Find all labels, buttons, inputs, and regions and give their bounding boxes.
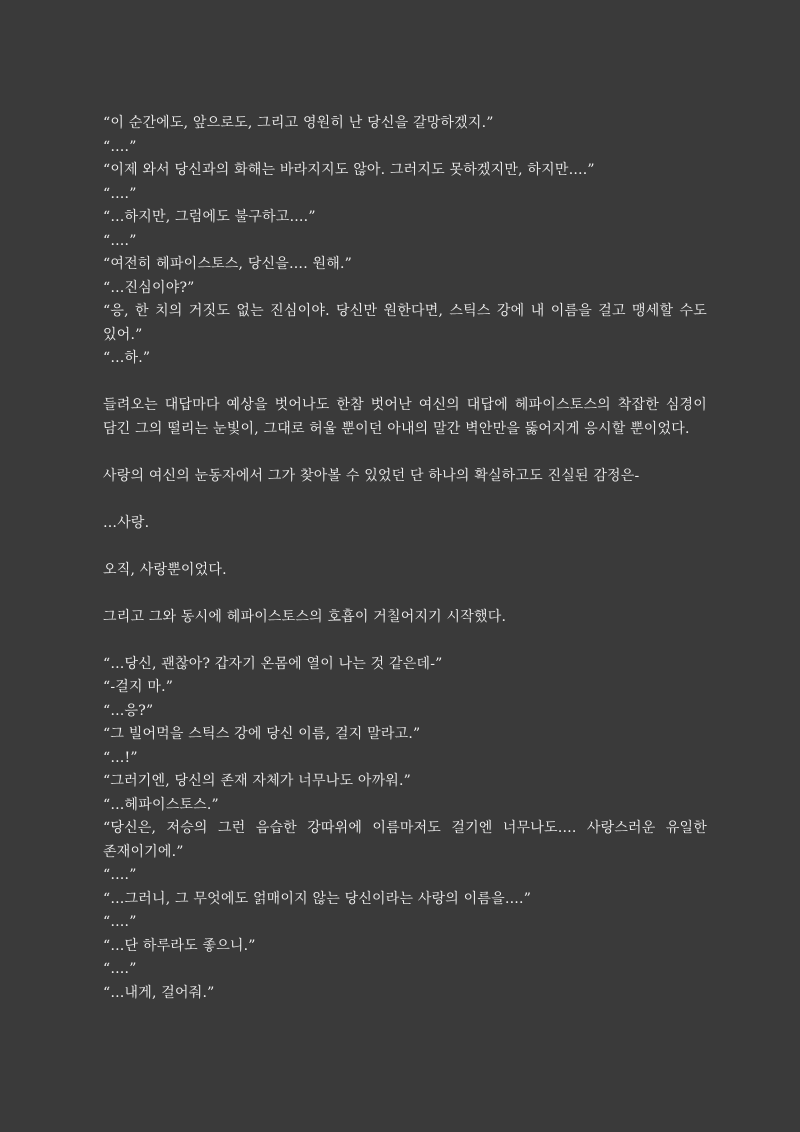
- text-line: “…응?”: [103, 702, 154, 719]
- text-paragraph: “당신은, 저승의 그런 음습한 강따위에 이름마저도 걸기엔 너무나도…. 사랑스러운 유일한 존재이기에.”: [103, 820, 707, 860]
- text-line: “…헤파이스토스.”: [103, 796, 219, 813]
- text-line: “….”: [103, 185, 137, 202]
- text-line: “그러기엔, 당신의 존재 자체가 너무나도 아까워.”: [103, 773, 412, 789]
- text-line: 오직, 사랑뿐이었다.: [103, 561, 227, 578]
- text-paragraph: “응, 한 치의 거짓도 없는 진심이야. 당신만 원한다면, 스틱스 강에 내 이름을 걸고 맹세할 수도 있어.”: [103, 303, 707, 343]
- paragraph-gap: [103, 582, 707, 606]
- paragraph-gap: [103, 441, 707, 465]
- text-line: 사랑의 여신의 눈동자에서 그가 찾아볼 수 있었던 단 하나의 확실하고도 진실된 감정은-: [103, 467, 640, 484]
- text-line: 그리고 그와 동시에 헤파이스토스의 호흡이 거칠어지기 시작했다.: [103, 608, 507, 625]
- text-line: “-걸지 마.”: [103, 679, 174, 695]
- text-line: “….”: [103, 914, 137, 930]
- text-line: “이 순간에도, 앞으로도, 그리고 영원히 난 당신을 갈망하겠지.”: [103, 115, 494, 131]
- text-line: “…하지만, 그럼에도 불구하고….”: [103, 209, 316, 225]
- text-line: “….”: [103, 138, 137, 155]
- text-line: “…당신, 괜찮아? 갑자기 온몸에 열이 나는 것 같은데-”: [103, 655, 443, 672]
- paragraph-gap: [103, 535, 707, 559]
- text-line: “여전히 헤파이스토스, 당신을…. 원해.”: [103, 256, 352, 272]
- paragraph-gap: [103, 629, 707, 653]
- text-line: “…단 하루라도 좋으니.”: [103, 937, 256, 954]
- text-line: “이제 와서 당신과의 화해는 바라지지도 않아. 그러지도 못하겠지만, 하지만….”: [103, 162, 595, 178]
- document-body: [103, 112, 707, 1005]
- text-line: “….”: [103, 961, 137, 977]
- text-line: “…내게, 걸어줘.”: [103, 984, 215, 1001]
- text-line: “….”: [103, 867, 137, 883]
- paragraph-gap: [103, 371, 707, 395]
- text-line: “…진심이야?”: [103, 279, 195, 296]
- text-line: …사랑.: [103, 514, 150, 531]
- text-line: “…!”: [103, 749, 138, 766]
- paragraph-gap: [103, 488, 707, 512]
- text-paragraph: 들려오는 대답마다 예상을 벗어나도 한참 벗어난 여신의 대답에 헤파이스토스의 착잡한 심경이 담긴 그의 떨리는 눈빛이, 그대로 허울 뿐이던 아내의 말간 벽안만을 뚫어지게 응시할 뿐이었다.: [103, 397, 707, 437]
- text-line: “…하.”: [103, 350, 151, 366]
- text-line: “….”: [103, 232, 137, 249]
- text-line: “그 빌어먹을 스틱스 강에 당신 이름, 걸지 말라고.”: [103, 726, 421, 742]
- text-line: “…그러니, 그 무엇에도 얽매이지 않는 당신이라는 사랑의 이름을….”: [103, 890, 532, 907]
